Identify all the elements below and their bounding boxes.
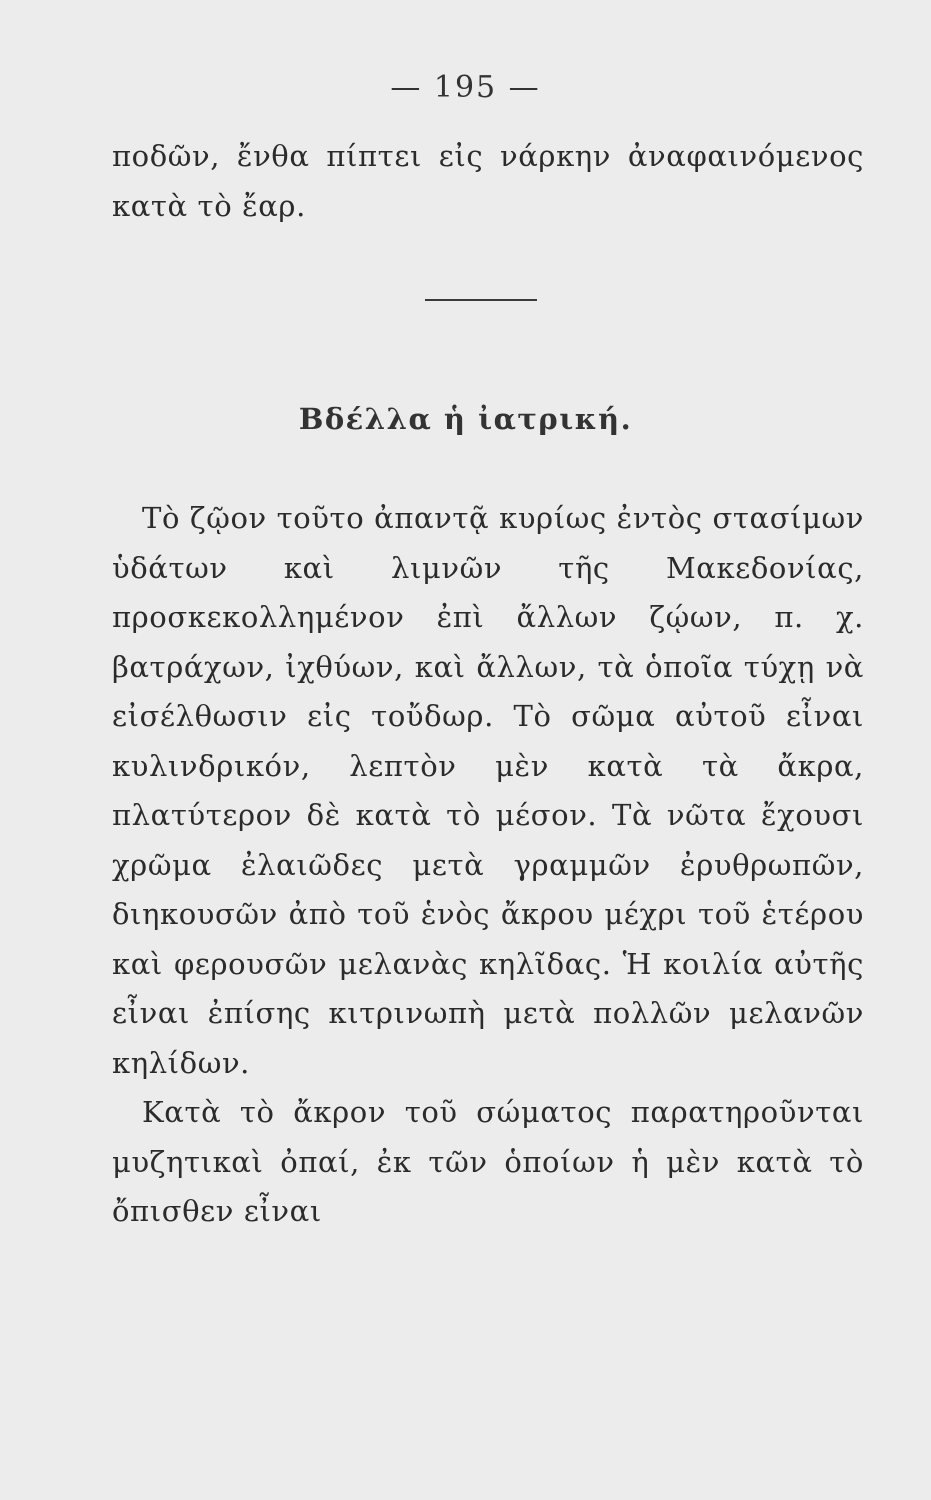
section-body <box>112 494 864 1237</box>
section-heading: Βδέλλα ἡ ἰατρική. <box>298 402 633 436</box>
paragraph-1: Τὸ ζῷον τοῦτο ἀπαντᾷ κυρίως ἐντὸς στασίμων ὑδάτων καὶ λιμνῶν τῆς Μακεδονίας, προσκεκολλημένον ἐπὶ ἄλλων ζῴων, π. χ. βατράχων, ἰχθύων, καὶ ἄλλων, τὰ ὁποῖα τύχῃ νὰ εἰσέλθωσιν εἰς τοὔδωρ. Τὸ σῶμα αὐτοῦ εἶναι κυλινδρικόν, λεπτὸν μὲν κατὰ τὰ ἄκρα, πλατύτερον δὲ κατὰ τὸ μέσον. Τὰ νῶτα ἔχουσι χρῶμα ἐλαιῶδες μετὰ γραμμῶν ἐρυθρωπῶν, διηκουσῶν ἀπὸ τοῦ ἑνὸς ἄκρου μέχρι τοῦ ἑτέρου καὶ φερουσῶν μελανὰς κηλῖδας. Ἡ κοιλία αὐτῆς εἶναι ἐπίσης κιτρινωπὴ μετὰ πολλῶν μελανῶν κηλίδων. <box>112 501 864 1080</box>
continuation-text <box>112 132 864 231</box>
continuation-paragraph: ποδῶν, ἔνθα πίπτει εἰς νάρκην ἀναφαινόμενος κατὰ τὸ ἔαρ. <box>112 139 864 223</box>
page-number: — 195 — <box>390 70 541 105</box>
section-divider <box>425 299 537 301</box>
paragraph-2: Κατὰ τὸ ἄκρον τοῦ σώματος παρατηροῦνται μυζητικαὶ ὀπαί, ἐκ τῶν ὁποίων ἡ μὲν κατὰ τὸ ὄπισθεν εἶναι <box>112 1095 864 1228</box>
